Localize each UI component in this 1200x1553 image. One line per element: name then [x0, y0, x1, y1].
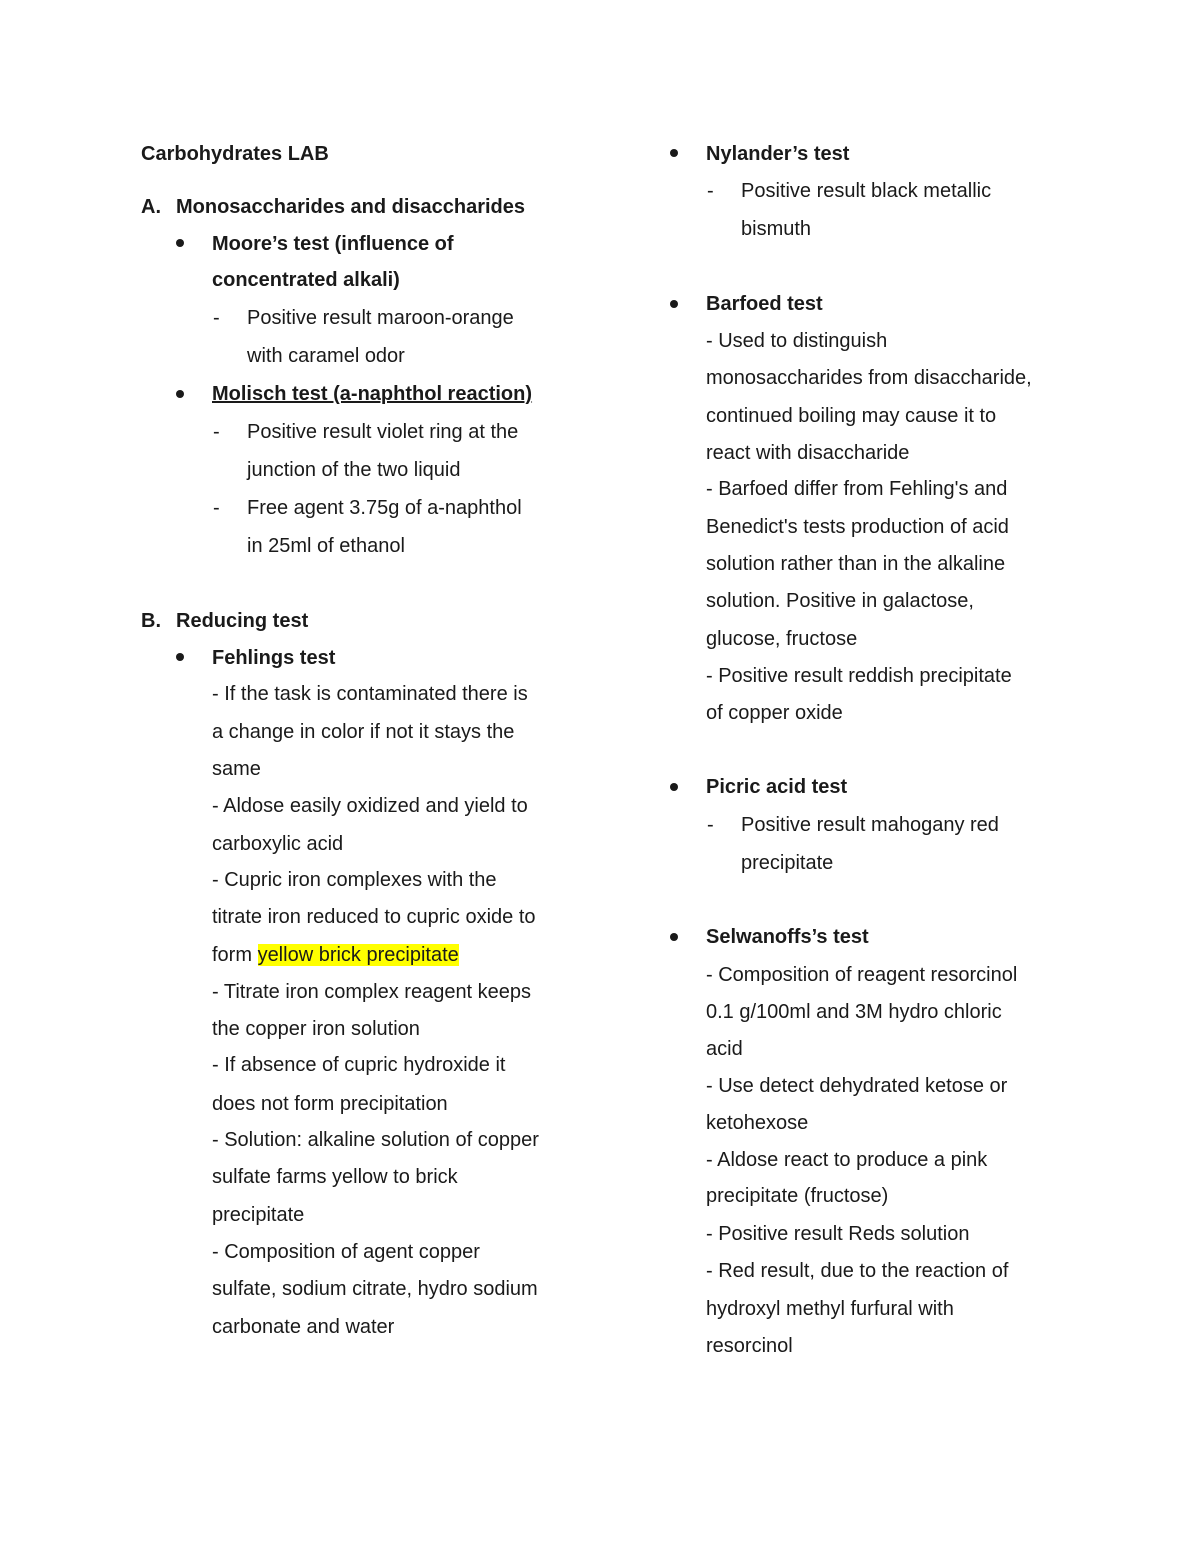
picric-dash: - — [707, 814, 714, 836]
barfoed-line-2: monosaccharides from disaccharide, — [706, 367, 1032, 389]
barfoed-line-5: - Barfoed differ from Fehling's and — [706, 478, 1008, 500]
moore-detail-line1: Positive result maroon-orange — [247, 307, 514, 329]
picric-detail-line1: Positive result mahogany red — [741, 814, 999, 836]
molisch-dash-2: - — [213, 497, 220, 519]
fehlings-line-7: titrate iron reduced to cupric oxide to — [212, 906, 536, 928]
section-b-letter: B. — [141, 610, 161, 632]
molisch-detail1-line1: Positive result violet ring at the — [247, 421, 519, 443]
section-a-letter: A. — [141, 196, 161, 218]
barfoed-line-11: of copper oxide — [706, 702, 843, 724]
fehlings-line-17: sulfate, sodium citrate, hydro sodium — [212, 1278, 538, 1300]
selwanoff-line-3: acid — [706, 1038, 743, 1060]
barfoed-heading: Barfoed test — [706, 293, 823, 315]
bullet-barfoed — [670, 300, 678, 308]
document-title: Carbohydrates LAB — [141, 143, 329, 165]
barfoed-line-1: - Used to distinguish — [706, 330, 888, 352]
barfoed-line-8: solution. Positive in galactose, — [706, 590, 974, 612]
barfoed-line-10: - Positive result reddish precipitate — [706, 665, 1012, 687]
fehlings-line-3: same — [212, 758, 261, 780]
selwanoff-line-2: 0.1 g/100ml and 3M hydro chloric — [706, 1001, 1002, 1023]
highlighted-yellow-brick-precipitate: yellow brick precipitate — [257, 944, 459, 966]
fehlings-heading: Fehlings test — [212, 647, 336, 669]
fehlings-line-10: the copper iron solution — [212, 1018, 420, 1040]
picric-heading: Picric acid test — [706, 776, 848, 798]
section-a-heading: Monosaccharides and disaccharides — [176, 196, 526, 218]
barfoed-line-6: Benedict's tests production of acid — [706, 516, 1009, 538]
fehlings-line-9: - Titrate iron complex reagent keeps — [212, 981, 532, 1003]
fehlings-line-13: - Solution: alkaline solution of copper — [212, 1129, 539, 1151]
selwanoff-line-5: ketohexose — [706, 1112, 809, 1134]
fehlings-line-1: - If the task is contaminated there is — [212, 683, 528, 705]
selwanoff-line-7: precipitate (fructose) — [706, 1185, 889, 1207]
fehlings-line-11: - If absence of cupric hydroxide it — [212, 1054, 506, 1076]
fehlings-line-15: precipitate — [212, 1204, 305, 1226]
section-b-heading: Reducing test — [176, 610, 309, 632]
molisch-dash-1: - — [213, 421, 220, 443]
nylander-heading: Nylander’s test — [706, 143, 850, 165]
bullet-nylander — [670, 149, 678, 157]
selwanoff-line-8: - Positive result Reds solution — [706, 1223, 970, 1245]
fehlings-line-16: - Composition of agent copper — [212, 1241, 480, 1263]
selwanoff-line-4: - Use detect dehydrated ketose or — [706, 1075, 1008, 1097]
fehlings-line-2: a change in color if not it stays the — [212, 721, 515, 743]
moore-dash: - — [213, 307, 220, 329]
bullet-picric — [670, 783, 678, 791]
barfoed-line-3: continued boiling may cause it to — [706, 405, 997, 427]
barfoed-line-7: solution rather than in the alkaline — [706, 553, 1006, 575]
barfoed-line-9: glucose, fructose — [706, 628, 858, 650]
selwanoff-line-11: resorcinol — [706, 1335, 793, 1357]
nylander-dash: - — [707, 180, 714, 202]
molisch-heading: Molisch test (a-naphthol reaction) — [212, 383, 533, 405]
fehlings-line-8-prefix: form — [212, 944, 258, 966]
fehlings-line-8 — [212, 937, 459, 974]
molisch-detail2-line1: Free agent 3.75g of a-naphthol — [247, 497, 522, 519]
fehlings-line-4: - Aldose easily oxidized and yield to — [212, 795, 528, 817]
bullet-fehlings — [176, 653, 184, 661]
bullet-selwanoff — [670, 933, 678, 941]
nylander-detail-line2: bismuth — [741, 218, 812, 240]
fehlings-line-12: does not form precipitation — [212, 1093, 448, 1115]
barfoed-line-4: react with disaccharide — [706, 442, 910, 464]
selwanoff-line-6: - Aldose react to produce a pink — [706, 1149, 988, 1171]
molisch-detail2-line2: in 25ml of ethanol — [247, 535, 405, 557]
fehlings-line-6: - Cupric iron complexes with the — [212, 869, 497, 891]
selwanoff-heading: Selwanoffs’s test — [706, 926, 869, 948]
moore-heading-line1: Moore’s test (influence of — [212, 233, 454, 255]
fehlings-line-5: carboxylic acid — [212, 833, 344, 855]
selwanoff-line-1: - Composition of reagent resorcinol — [706, 964, 1018, 986]
bullet-molisch — [176, 390, 184, 398]
fehlings-line-18: carbonate and water — [212, 1316, 395, 1338]
fehlings-line-14: sulfate farms yellow to brick — [212, 1166, 458, 1188]
moore-detail-line2: with caramel odor — [247, 345, 405, 367]
selwanoff-line-9: - Red result, due to the reaction of — [706, 1260, 1009, 1282]
molisch-detail1-line2: junction of the two liquid — [247, 459, 461, 481]
bullet-moore — [176, 239, 184, 247]
selwanoff-line-10: hydroxyl methyl furfural with — [706, 1298, 954, 1320]
moore-heading-line2: concentrated alkali) — [212, 269, 400, 291]
nylander-detail-line1: Positive result black metallic — [741, 180, 992, 202]
picric-detail-line2: precipitate — [741, 852, 834, 874]
